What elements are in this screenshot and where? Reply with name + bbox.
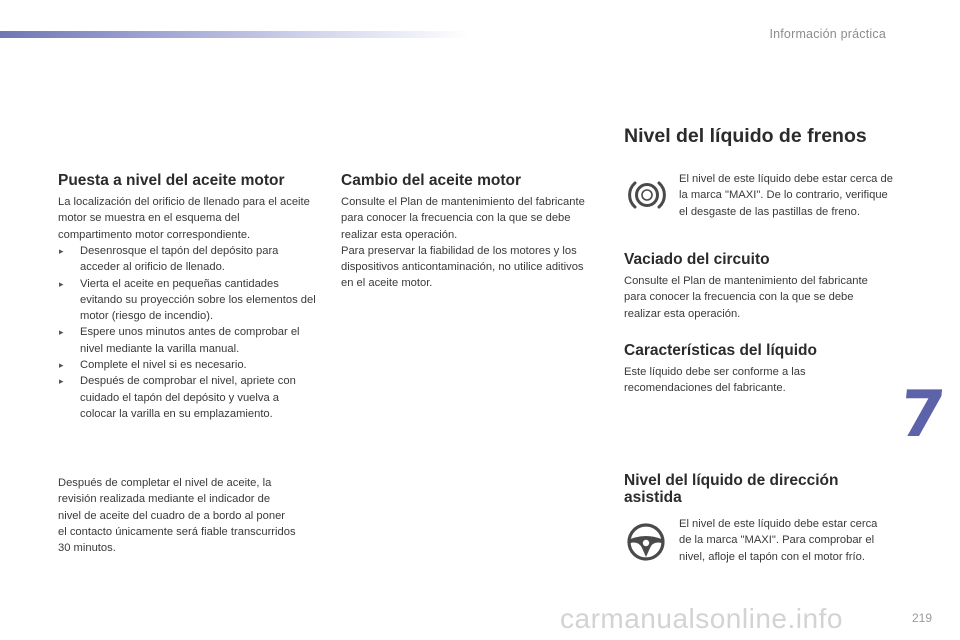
header-accent-bar (0, 31, 470, 38)
steering-wheel-icon (626, 522, 666, 562)
brake-fluid-text: El nivel de este líquido debe estar cerca de la marca "MAXI". De lo contrario, verifique el desgaste de las pastillas de freno. (679, 173, 893, 218)
section-title: Información práctica (769, 27, 886, 41)
watermark: carmanualsonline.info (560, 603, 843, 634)
list-item: ▸ Complete el nivel si es necesario. (58, 357, 316, 373)
list-item: ▸ Desenrosque el tapón del depósito para acceder al orificio de llenado. (58, 243, 316, 276)
steering-fluid-text: El nivel de este líquido debe estar cerca de la marca "MAXI". Para comprobar el nivel, afloje el tapón con el motor frío. (679, 518, 878, 563)
list-item: ▸ Después de comprobar el nivel, apriete con cuidado el tapón del depósito y vuelva a colocar la varilla en su emplazamiento. (58, 373, 316, 422)
circuit-drain-title: Vaciado del circuito (624, 251, 770, 268)
page-number: 219 (912, 611, 933, 625)
chapter-number: 7 (896, 378, 949, 452)
brake-fluid-title: Nivel del líquido de frenos (624, 125, 867, 147)
fluid-spec-text: Este líquido debe ser conforme a las recomendaciones del fabricante. (624, 366, 806, 395)
oil-topup-steps (58, 243, 316, 422)
oil-topup-note: Después de completar el nivel de aceite, la revisión realizada mediante el indicador de nivel de aceite del cuadro de a bordo al poner el contacto únicamente será fiable transcurridos 30 minutos. (58, 477, 296, 555)
fluid-spec-title: Características del líquido (624, 342, 817, 359)
oil-change-title: Cambio del aceite motor (341, 172, 522, 189)
steering-fluid-title: Nivel del líquido de dirección asistida (624, 472, 839, 506)
oil-change-text: Consulte el Plan de mantenimiento del fabricante para conocer la frecuencia con la que se debe realizar esta operación. Para preservar la fiabilidad de los motores y los dispositivos anticontaminación, no utilice aditivos en el aceite motor. (341, 196, 585, 290)
list-item: ▸ Vierta el aceite en pequeñas cantidades evitando su proyección sobre los elementos del motor (riesgo de incendio). (58, 276, 316, 325)
brake-warning-icon (628, 178, 666, 212)
circuit-drain-text: Consulte el Plan de mantenimiento del fabricante para conocer la frecuencia con la que se debe realizar esta operación. (624, 275, 868, 320)
oil-topup-intro: La localización del orificio de llenado para el aceite motor se muestra en el esquema del compartimento motor correspondiente. (58, 196, 310, 241)
oil-topup-title: Puesta a nivel del aceite motor (58, 172, 285, 189)
list-item: ▸ Espere unos minutos antes de comprobar el nivel mediante la varilla manual. (58, 324, 316, 357)
